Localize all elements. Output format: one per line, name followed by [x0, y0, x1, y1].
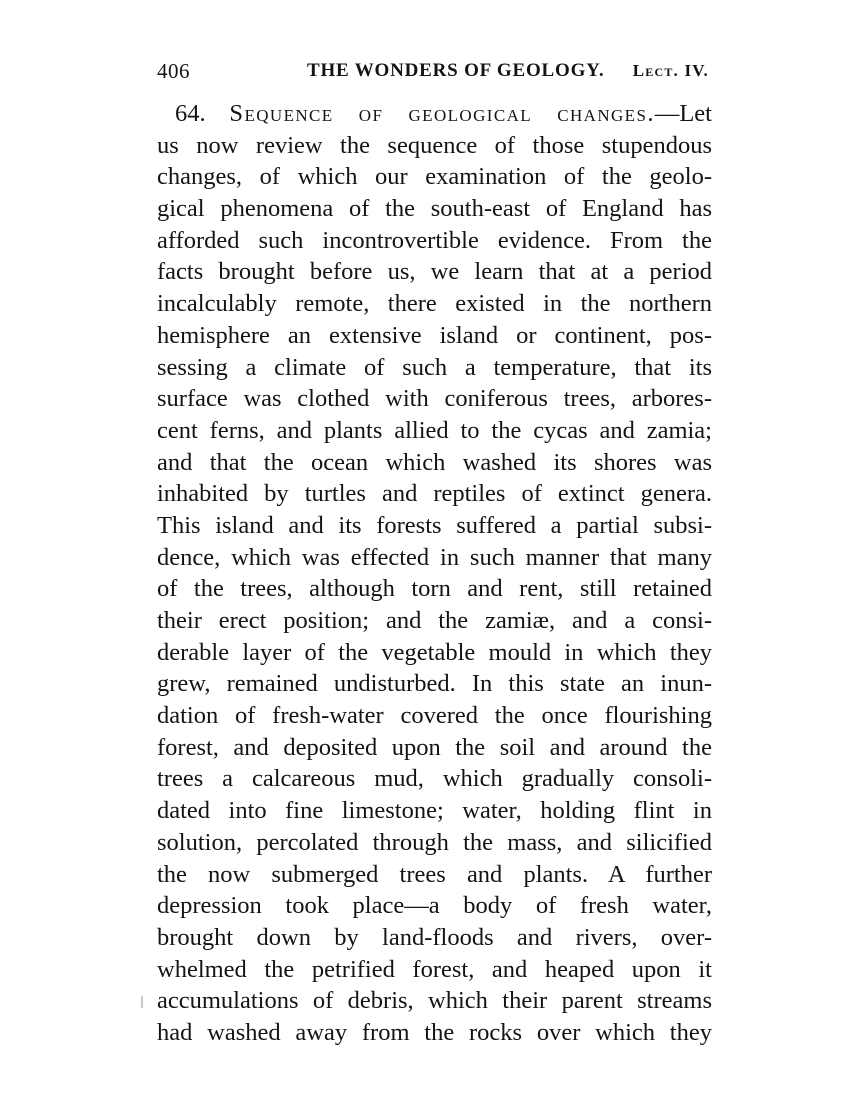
section-number: 64.: [175, 100, 206, 127]
text-line: facts brought before us, we learn that at a period: [157, 258, 712, 286]
text-line: dence, which was effected in such manner that many: [157, 543, 712, 571]
text-line: grew, remained undisturbed. In this state an inun-: [157, 670, 712, 698]
text-line: surface was clothed with coniferous trees, arbores-: [157, 385, 712, 413]
text-line: derable layer of the vegetable mould in which they: [157, 638, 712, 666]
text-line: accumulations of debris, which their parent streams: [157, 987, 712, 1015]
text-line: their erect position; and the zamiæ, and a consi-: [157, 607, 712, 634]
text-line: changes, of which our examination of the geolo-: [157, 163, 712, 191]
text-line: depression took place—a body of fresh water,: [157, 892, 712, 920]
text-line: dation of fresh-water covered the once flourishing: [157, 702, 712, 730]
running-title: THE WONDERS OF GEOLOGY.: [307, 60, 605, 81]
text-line: had washed away from the rocks over which they: [157, 1018, 712, 1046]
page-number: 406: [157, 59, 190, 83]
text-line: and that the ocean which washed its shores was: [157, 448, 712, 476]
text-line: whelmed the petrified forest, and heaped upon it: [157, 955, 712, 983]
text-line: gical phenomena of the south-east of England has: [157, 195, 712, 223]
text-line: forest, and deposited upon the soil and around the: [157, 733, 712, 761]
text-line: This island and its forests suffered a partial subsi-: [157, 511, 712, 539]
section-heading: Sequence of geological changes.: [229, 100, 655, 127]
text-line: incalculably remote, there existed in the northern: [157, 290, 712, 318]
text-line: trees a calcareous mud, which gradually consoli-: [157, 765, 712, 793]
text-line: dated into fine limestone; water, holding flint in: [157, 797, 712, 825]
lecture-label: Lect. IV.: [632, 61, 709, 80]
text-line: hemisphere an extensive island or continent, pos-: [157, 321, 712, 349]
text-line: afforded such incontrovertible evidence. From the: [157, 226, 712, 254]
section-opening-line: [157, 98, 712, 130]
body-text: [157, 98, 712, 1049]
running-header: [157, 56, 709, 86]
text-line: us now review the sequence of those stupendous: [157, 131, 712, 159]
section-lead-text: —Let: [654, 100, 712, 127]
text-line: sessing a climate of such a temperature, that its: [157, 353, 712, 381]
text-line: brought down by land-floods and rivers, over-: [157, 923, 712, 951]
paper-blemish: [141, 996, 143, 1008]
text-line: the now submerged trees and plants. A further: [157, 860, 712, 888]
text-line: cent ferns, and plants allied to the cycas and zamia;: [157, 416, 712, 444]
text-line: of the trees, although torn and rent, still retained: [157, 575, 712, 603]
text-line: solution, percolated through the mass, and silicified: [157, 828, 712, 856]
text-line: inhabited by turtles and reptiles of extinct genera.: [157, 480, 712, 508]
